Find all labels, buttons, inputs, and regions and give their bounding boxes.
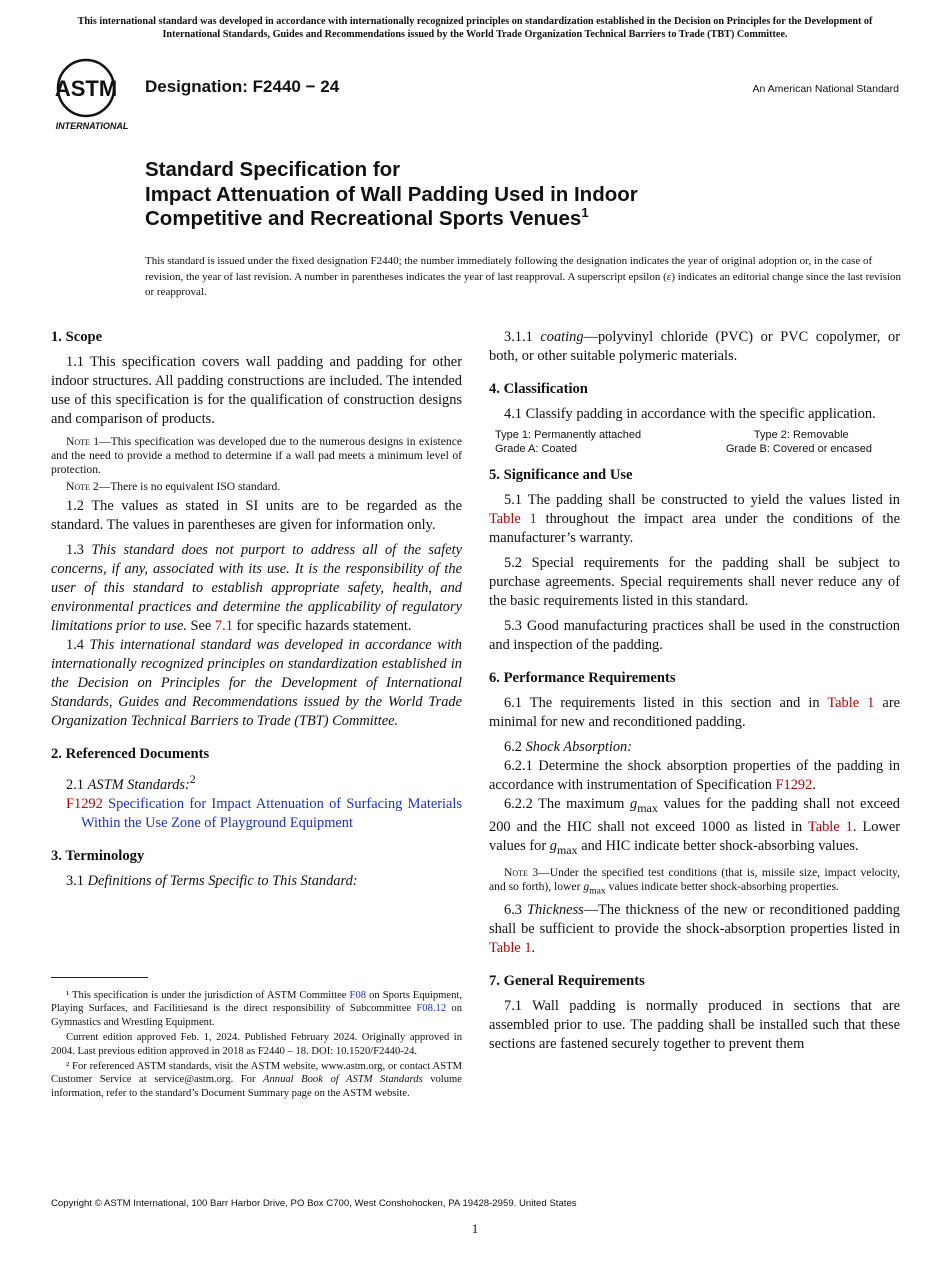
footnote-2-ref[interactable]: 2 [189, 772, 196, 786]
para-3-1-1-num: 3.1.1 [504, 329, 541, 345]
footnote-1-edition: Current edition approved Feb. 1, 2024. Published February 2024. Originally approved in 2004. Last previous edition approved in 2018 as F2440 – 18. DOI: 10.1520/F2440-24. [51, 1032, 462, 1057]
footnote-2 [51, 1060, 462, 1100]
para-6-2-num: 6.2 [504, 739, 526, 755]
link-7-1[interactable]: 7.1 [214, 618, 233, 634]
para-6-2-2-b: values for the padding shall not exceed 200 and the HIC shall not exceed 1000 as listed in [489, 796, 900, 835]
max-subscript: max [556, 842, 578, 857]
american-national-standard: An American National Standard [752, 83, 899, 95]
note-1-text: 1—This specification was developed due to the numerous designs in existence and the need to provide a method to determine if a wall pad meets a minimum level of protection. [51, 435, 462, 476]
para-4-1: 4.1 Classify padding in accordance with the specific application. [504, 406, 876, 422]
fn2-a: ² For referenced ASTM standards, visit the ASTM website, www.astm.org, or contact ASTM Customer Service at service@astm.org. For [51, 1061, 462, 1086]
para-6-2 [489, 738, 900, 757]
para-7-1: 7.1 Wall padding is normally produced in sections that are assembled prior to use. The padding shall be installed such that these sections are fastened securely together to prevent them [489, 998, 900, 1053]
page-number: 1 [471, 1221, 479, 1236]
footnote-1 [51, 989, 462, 1029]
para-6-1 [489, 694, 900, 732]
note-2 [51, 480, 462, 494]
issuance-statement: This standard is issued under the fixed designation F2440; the number immediately following the designation indicates the year of original adoption or, in the case of revision, the year of last revision. A number in parentheses indicates the year of last reapproval. A superscript epsilon (ε) indicates an editorial change since the last revision or reapproval. [145, 255, 902, 298]
section-1-heading: 1. Scope [51, 329, 103, 345]
para-1-4-num: 1.4 [66, 637, 90, 653]
class-type-2: Type 2: Removable [753, 429, 849, 441]
title-line-2: Impact Attenuation of Wall Padding Used in Indoor [145, 182, 638, 206]
note-3 [489, 866, 900, 898]
para-1-1: 1.1 This specification covers wall padding and padding for other indoor structures. All padding constructions are included. The intended use of this specification is for the qualification of construction designs and comparison of products. [51, 354, 462, 427]
link-table-1[interactable]: Table 1 [489, 511, 537, 527]
link-f1292[interactable]: F1292 [66, 795, 103, 812]
section-4-heading: 4. Classification [489, 381, 588, 397]
designation: Designation: F2440 − 24 [145, 77, 340, 96]
para-1-3-tail: for specific hazards statement. [232, 618, 412, 634]
section-3-heading: 3. Terminology [51, 847, 145, 864]
class-grade-a: Grade A: Coated [495, 443, 577, 455]
note-3-b: values indicate better shock-absorbing properties. [605, 879, 839, 893]
para-6-2-1-b: . [812, 777, 816, 793]
link-table-1[interactable]: Table 1 [489, 940, 532, 957]
para-6-2-2-c: . Lower values for [489, 818, 900, 854]
para-6-2-italic: Shock Absorption: [525, 739, 633, 755]
para-1-3-see: See [186, 618, 215, 634]
para-6-3-a: —The thickness of the new or reconditioned padding shall be sufficient to provide the shock-absorption properties listed in [489, 902, 900, 938]
para-5-1 [489, 491, 900, 548]
classification-left [495, 428, 641, 456]
right-column [489, 328, 900, 1060]
document-title [145, 158, 765, 232]
note-2-text: 2—There is no equivalent ISO standard. [89, 480, 281, 493]
note-3-label: Note [504, 865, 528, 879]
section-2-heading: 2. Referenced Documents [51, 746, 210, 762]
para-1-3-italic: This standard does not purport to address all of the safety concerns, if any, associated with its use. It is the responsibility of the user of this standard to establish appropriate safety, health, and environmental practices and determine the applicability of regulatory limitations prior to use. [51, 542, 462, 634]
link-table-1[interactable]: Table 1 [827, 695, 875, 711]
para-1-3-num: 1.3 [66, 542, 92, 558]
para-6-3 [489, 901, 900, 958]
g-symbol: g [630, 796, 638, 812]
section-6-heading: 6. Performance Requirements [489, 670, 676, 686]
footnotes [51, 989, 462, 1102]
link-f1292-title[interactable]: Specification for Impact Attenuation of Surfacing Materials Within the Use Zone of Playground Equipment [81, 795, 462, 831]
fn1-c: on Gymnastics and Wrestling Equipment. [51, 1003, 462, 1028]
classification-table [495, 428, 900, 456]
para-3-1-italic: Definitions of Terms Specific to This Standard: [87, 872, 358, 889]
para-3-1-1 [489, 328, 900, 366]
para-6-3-italic: Thickness [526, 902, 584, 919]
para-6-2-1-a: 6.2.1 Determine the shock absorption properties of the padding in accordance with instrumentation of Specification [489, 758, 900, 793]
copyright: Copyright © ASTM International, 100 Barr Harbor Drive, PO Box C700, West Conshohocken, PA 19428-2959. United States [51, 1198, 577, 1209]
logo-subtext: INTERNATIONAL [55, 121, 129, 131]
note-1 [51, 435, 462, 477]
para-2-1 [51, 770, 462, 795]
logo-text: ASTM [54, 76, 118, 101]
section-5-heading: 5. Significance and Use [489, 467, 633, 483]
para-1-2: 1.2 The values as stated in SI units are to be regarded as the standard. The values in parentheses are given for information only. [51, 498, 462, 533]
term-coating: coating [540, 329, 584, 345]
para-5-3: 5.3 Good manufacturing practices shall be used in the construction and inspection of the padding. [489, 618, 900, 653]
fn1-a: ¹ This specification is under the jurisdiction of ASTM Committee [66, 990, 350, 1001]
para-6-2-2 [489, 795, 900, 860]
para-2-1-num: 2.1 [66, 776, 88, 793]
section-7-heading: 7. General Requirements [489, 973, 645, 990]
para-3-1-1-text: —polyvinyl chloride (PVC) or PVC copolymer, or both, or other suitable polymeric materials. [489, 329, 900, 364]
left-column [51, 328, 462, 897]
para-6-3-b: . [531, 940, 536, 957]
link-f08[interactable]: F08 [349, 990, 367, 1001]
title-line-3-text: Competitive and Recreational Sports Venues [145, 207, 582, 230]
astm-logo-icon [52, 58, 136, 132]
class-type-1: Type 1: Permanently attached [495, 429, 642, 441]
g-symbol: g [549, 837, 557, 854]
g-symbol: g [583, 879, 590, 893]
footnote-divider [51, 977, 148, 978]
title-footnote-ref[interactable]: 1 [581, 205, 589, 221]
note-3-a: 3—Under the specified test conditions (that is, missile size, impact velocity, and so forth), lower [489, 865, 900, 893]
fn2-italic: Annual Book of ASTM Standards [263, 1074, 423, 1086]
para-6-2-1 [489, 757, 900, 795]
max-subscript: max [589, 885, 606, 897]
para-6-1-b: are minimal for new and reconditioned padding. [489, 695, 900, 730]
max-subscript: max [637, 800, 658, 815]
title-line-1: Standard Specification for [145, 158, 401, 181]
note-1-label: Note [66, 435, 90, 448]
link-table-1[interactable]: Table 1 [807, 818, 853, 835]
classification-right [726, 428, 872, 456]
para-1-4-italic: This international standard was developed in accordance with internationally recognized principles on standardization established in the Decision on Principles for the Development of International Standards, Guides and Recommendations issued by the World Trade Organization Technical Barriers to Trade (TBT) Committee. [51, 637, 462, 729]
note-2-label: Note [66, 480, 90, 493]
top-notice: This international standard was developed in accordance with internationally recognized principles on standardization established in the Decision on Principles for the Development of International Standards, Guides and Recommendations issued by the World Trade Organization Technical Barriers to Trade (TBT) Committee. [77, 16, 873, 40]
link-f1292[interactable]: F1292 [775, 777, 813, 793]
para-1-4 [51, 636, 462, 731]
para-5-2: 5.2 Special requirements for the padding shall be subject to purchase agreements. Special requirements shall never reduce any of the basic requirements listed in this standard. [489, 555, 900, 609]
para-5-1-b: throughout the impact area under the conditions of the manufacturer’s warranty. [489, 511, 900, 546]
para-2-1-italic: ASTM Standards: [87, 776, 190, 793]
para-5-1-a: 5.1 The padding shall be constructed to yield the values listed in [504, 492, 900, 508]
class-grade-b: Grade B: Covered or encased [725, 443, 872, 455]
reference-f1292 [51, 795, 462, 833]
para-3-1-num: 3.1 [66, 872, 88, 889]
link-f08-12[interactable]: F08.12 [416, 1003, 447, 1015]
para-6-2-2-a: 6.2.2 The maximum [504, 796, 631, 812]
fn2-b: volume information, refer to the standard’s Document Summary page on the ASTM website. [51, 1074, 462, 1099]
para-6-2-2-d: and HIC indicate better shock-absorbing values. [577, 837, 859, 854]
para-3-1 [51, 872, 462, 891]
para-6-1-a: 6.1 The requirements listed in this section and in [504, 695, 828, 711]
para-6-3-num: 6.3 [504, 902, 527, 919]
title-line-3 [145, 207, 765, 232]
fn1-b: on Sports Equipment, Playing Surfaces, and Facilitiesand is the direct responsibility of Subcommittee [51, 990, 462, 1015]
para-1-3 [51, 541, 462, 636]
